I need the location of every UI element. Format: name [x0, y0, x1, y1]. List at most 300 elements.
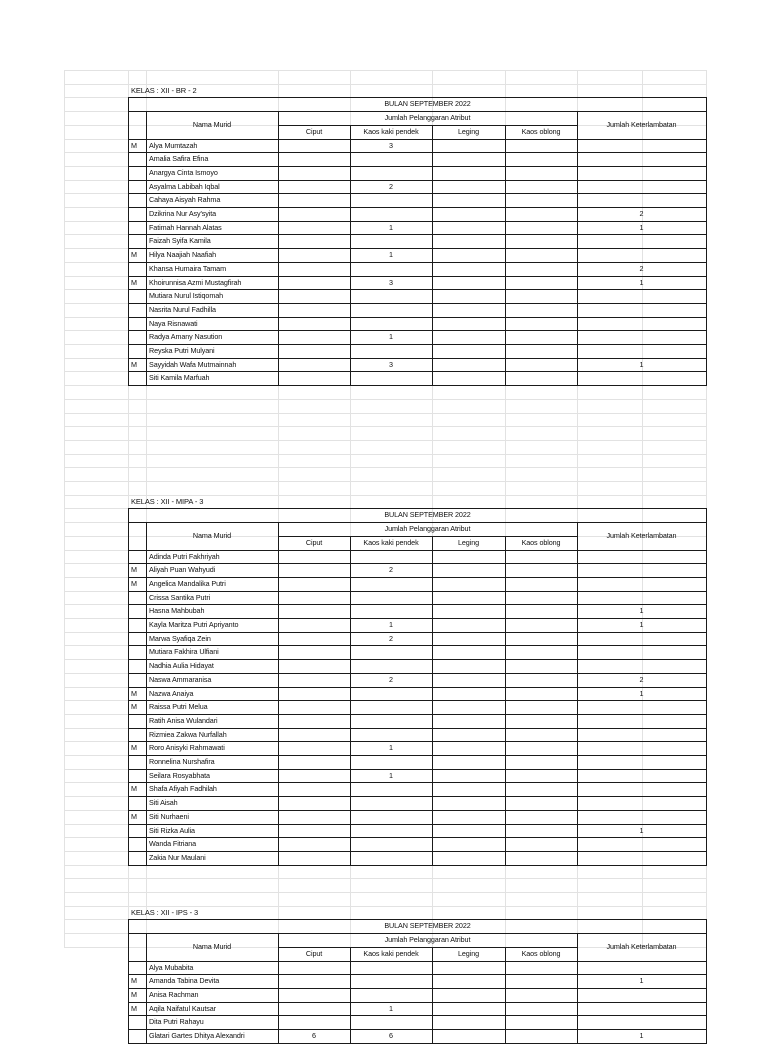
member-mark	[131, 824, 145, 838]
violation-count	[505, 618, 577, 632]
month-header: BULAN SEPTEMBER 2022	[384, 510, 471, 520]
violation-count	[505, 782, 577, 796]
late-count	[577, 234, 706, 248]
violation-count	[278, 262, 350, 276]
member-mark: M	[131, 1003, 137, 1013]
violation-type-header: Ciput	[305, 948, 323, 958]
late-count: 2	[639, 674, 644, 684]
student-name: Fatimah Hannah Alatas	[149, 222, 222, 232]
violation-count	[432, 358, 505, 372]
violation-count	[432, 632, 505, 646]
table-border-bottom	[128, 865, 707, 866]
violation-count	[505, 741, 577, 755]
late-count: 1	[639, 222, 644, 232]
late-count: 2	[639, 263, 644, 273]
member-mark: M	[131, 688, 137, 698]
violation-count	[350, 591, 432, 605]
grid-row-line	[64, 413, 706, 414]
student-name: Zakia Nur Maulani	[149, 852, 206, 862]
violation-count	[350, 700, 432, 714]
student-name: Hilya Naajiah Naafiah	[149, 250, 217, 260]
violation-count	[278, 659, 350, 673]
violation-count	[278, 769, 350, 783]
late-count	[577, 180, 706, 194]
student-name: Amanda Tabina Devita	[149, 976, 220, 986]
violation-count	[432, 618, 505, 632]
violation-count	[505, 289, 577, 303]
violation-count	[432, 741, 505, 755]
student-name: Nasrita Nurul Fadhilla	[149, 304, 216, 314]
violation-count	[432, 687, 505, 701]
student-name: Siti Kamila Marfuah	[149, 373, 210, 383]
violation-count	[432, 714, 505, 728]
member-mark: M	[131, 784, 137, 794]
violation-count	[278, 166, 350, 180]
violation-count	[505, 769, 577, 783]
member-mark	[131, 837, 145, 851]
violation-count	[278, 810, 350, 824]
student-name: Amalia Safira Efina	[149, 154, 209, 164]
violation-count	[350, 824, 432, 838]
col-line	[146, 522, 147, 865]
grid-row-line	[64, 467, 706, 468]
student-name: Aliyah Puan Wahyudi	[149, 565, 216, 575]
late-column-header: Jumlah Keterlambatan	[606, 119, 677, 129]
student-name: Marwa Syafiqa Zein	[149, 633, 211, 643]
month-header: BULAN SEPTEMBER 2022	[384, 99, 471, 109]
violation-count	[278, 317, 350, 331]
violation-count	[278, 645, 350, 659]
violation-count	[350, 1015, 432, 1029]
violation-count	[278, 728, 350, 742]
violation-count	[505, 796, 577, 810]
student-name: Wanda Fitriana	[149, 839, 197, 849]
violation-count: 6	[312, 1031, 316, 1040]
member-mark	[131, 591, 145, 605]
late-count	[577, 563, 706, 577]
violation-count	[432, 837, 505, 851]
late-count	[577, 371, 706, 385]
student-name: Kayla Maritza Putri Apriyanto	[149, 620, 239, 629]
violation-count	[278, 782, 350, 796]
violation-count	[505, 317, 577, 331]
violation-count	[432, 974, 505, 988]
violation-count	[350, 303, 432, 317]
violation-count	[505, 563, 577, 577]
member-mark	[131, 632, 145, 646]
violation-count	[350, 851, 432, 865]
student-name: Mutiara Fakhira Ulfiani	[149, 647, 219, 657]
violation-count	[505, 728, 577, 742]
violation-count	[350, 837, 432, 851]
member-mark: M	[131, 277, 137, 287]
name-column-header: Nama Murid	[192, 941, 232, 951]
violation-count: 1	[389, 620, 393, 629]
late-count: 1	[639, 620, 644, 629]
violation-count	[432, 577, 505, 591]
violation-count	[350, 714, 432, 728]
student-name: Faizah Syifa Kamila	[149, 236, 211, 246]
member-mark	[131, 180, 145, 194]
violation-count	[432, 262, 505, 276]
student-name: Dita Putri Rahayu	[149, 1017, 204, 1027]
violation-count: 2	[389, 181, 393, 191]
late-count	[577, 728, 706, 742]
late-count: 1	[639, 976, 644, 986]
violation-count	[505, 645, 577, 659]
violation-count	[432, 988, 505, 1002]
violation-type-header: Kaos kaki pendek	[363, 948, 419, 958]
table-border-right	[706, 919, 707, 1043]
late-count	[577, 193, 706, 207]
violation-count	[278, 276, 350, 290]
violation-count: 1	[389, 332, 393, 342]
violation-count	[505, 714, 577, 728]
late-count	[577, 1015, 706, 1029]
member-mark	[131, 303, 145, 317]
member-mark: M	[131, 250, 137, 260]
violation-count	[432, 728, 505, 742]
class-label: KELAS : XII - IPS - 3	[131, 907, 199, 917]
member-mark	[131, 344, 145, 358]
violation-count	[505, 1015, 577, 1029]
violation-count	[505, 673, 577, 687]
member-mark: M	[131, 359, 137, 369]
late-count	[577, 769, 706, 783]
member-mark: M	[131, 140, 137, 150]
violations-header: Jumlah Pelanggaran Atribut	[384, 935, 471, 945]
student-name: Seilara Rosyabhata	[149, 770, 210, 780]
violation-count	[505, 988, 577, 1002]
student-name: Glatari Gartes Dhitya Alexandri	[149, 1031, 245, 1040]
member-mark	[131, 317, 145, 331]
member-mark	[131, 1029, 145, 1043]
student-name: Rizmiea Zakwa Nurfallah	[149, 729, 227, 739]
late-count	[577, 755, 706, 769]
violation-count	[505, 700, 577, 714]
violation-type-header: Leging	[458, 126, 479, 136]
violation-count	[278, 1015, 350, 1029]
late-count	[577, 632, 706, 646]
student-name: Angelica Mandalika Putri	[149, 578, 226, 588]
member-mark	[131, 330, 145, 344]
student-name: Hasna Mahbubah	[149, 606, 205, 616]
grid-row-line	[64, 878, 706, 879]
violation-count	[505, 207, 577, 221]
violation-count	[505, 303, 577, 317]
violation-count	[350, 755, 432, 769]
violation-count	[278, 591, 350, 605]
student-name: Raissa Putri Melua	[149, 702, 208, 712]
violation-count	[278, 741, 350, 755]
late-count	[577, 700, 706, 714]
violation-count	[350, 577, 432, 591]
student-name: Radya Amany Nasution	[149, 332, 223, 342]
member-mark	[131, 796, 145, 810]
violation-count	[432, 317, 505, 331]
late-count	[577, 303, 706, 317]
member-mark: M	[131, 565, 137, 575]
violation-count	[432, 166, 505, 180]
violation-count	[278, 221, 350, 235]
student-name: Nadhia Aulia Hidayat	[149, 661, 214, 671]
violation-count	[350, 262, 432, 276]
student-name: Alya Mubabita	[149, 962, 194, 972]
grid-row-line	[64, 481, 706, 482]
violation-count	[505, 330, 577, 344]
month-header: BULAN SEPTEMBER 2022	[384, 921, 471, 931]
table-border-right	[706, 97, 707, 386]
student-name: Siti Rizka Aulia	[149, 825, 195, 835]
violation-count	[278, 687, 350, 701]
late-count	[577, 782, 706, 796]
student-name: Dzikrina Nur Asy'syita	[149, 209, 217, 218]
table-border-left	[128, 919, 129, 1042]
grid-row-line	[64, 440, 706, 441]
violation-count: 1	[389, 743, 393, 753]
violation-count	[278, 673, 350, 687]
violation-count	[432, 1015, 505, 1029]
violation-count	[278, 139, 350, 153]
violation-count	[278, 248, 350, 262]
table-border-left	[128, 97, 129, 385]
violation-count	[278, 714, 350, 728]
late-count	[577, 659, 706, 673]
member-mark	[131, 166, 145, 180]
violation-count	[278, 303, 350, 317]
violation-count	[278, 344, 350, 358]
late-count	[577, 330, 706, 344]
violation-count	[350, 782, 432, 796]
grid-row-line	[64, 454, 706, 455]
late-count	[577, 248, 706, 262]
violation-count: 3	[389, 277, 393, 287]
grid-row-line	[64, 399, 706, 400]
late-count: 1	[639, 1031, 644, 1040]
violation-count	[505, 344, 577, 358]
violation-count	[505, 604, 577, 618]
violation-count	[278, 563, 350, 577]
violation-count	[278, 234, 350, 248]
violation-count	[505, 591, 577, 605]
violation-count	[505, 755, 577, 769]
violation-count	[350, 974, 432, 988]
violation-count	[350, 796, 432, 810]
violation-count: 2	[389, 565, 393, 575]
student-name: Crissa Santika Putri	[149, 592, 211, 602]
violation-count	[350, 687, 432, 701]
violation-count	[432, 139, 505, 153]
student-name: Naya Risnawati	[149, 318, 198, 328]
violation-count	[278, 837, 350, 851]
violation-count	[350, 728, 432, 742]
violation-count	[432, 810, 505, 824]
violation-count	[350, 193, 432, 207]
violation-count	[432, 591, 505, 605]
member-mark	[131, 207, 145, 221]
violation-count	[505, 193, 577, 207]
violation-count	[432, 961, 505, 975]
violation-count	[278, 604, 350, 618]
violation-count	[350, 659, 432, 673]
violation-count	[505, 810, 577, 824]
violation-count: 1	[389, 222, 393, 232]
late-count: 1	[639, 277, 644, 287]
violation-count	[505, 632, 577, 646]
violation-count	[432, 1029, 505, 1043]
violation-count: 1	[389, 770, 393, 780]
late-count	[577, 317, 706, 331]
violation-count	[505, 961, 577, 975]
violation-count	[278, 755, 350, 769]
violation-count	[432, 824, 505, 838]
member-mark	[131, 221, 145, 235]
violation-count	[278, 152, 350, 166]
member-mark: M	[131, 578, 137, 588]
violation-count	[432, 796, 505, 810]
late-count	[577, 344, 706, 358]
late-count	[577, 166, 706, 180]
violation-count: 1	[389, 1003, 393, 1013]
name-column-header: Nama Murid	[192, 119, 232, 129]
violation-count	[432, 303, 505, 317]
member-mark	[131, 714, 145, 728]
violation-count	[505, 234, 577, 248]
violation-count	[432, 221, 505, 235]
member-mark	[131, 673, 145, 687]
late-count: 1	[639, 825, 644, 835]
violation-count	[432, 152, 505, 166]
violation-count	[278, 988, 350, 1002]
violation-count	[432, 248, 505, 262]
violation-count: 6	[389, 1031, 393, 1040]
student-name: Ronnelina Nurshafira	[149, 757, 215, 766]
student-name: Asyalma Labibah Iqbal	[149, 181, 220, 191]
late-count	[577, 851, 706, 865]
violation-count	[278, 974, 350, 988]
late-count	[577, 988, 706, 1002]
violation-count	[432, 645, 505, 659]
member-mark	[131, 604, 145, 618]
violation-count	[432, 276, 505, 290]
violation-count: 1	[389, 250, 393, 260]
violation-count	[278, 632, 350, 646]
violation-count	[278, 700, 350, 714]
late-count	[577, 741, 706, 755]
violation-count	[278, 824, 350, 838]
violation-count	[505, 152, 577, 166]
student-name: Aqila Naifatul Kautsar	[149, 1003, 216, 1013]
violation-count	[278, 371, 350, 385]
violation-count	[505, 276, 577, 290]
violation-type-header: Leging	[458, 537, 479, 547]
violation-count	[432, 563, 505, 577]
violation-count	[350, 371, 432, 385]
violation-count	[350, 152, 432, 166]
violation-type-header: Kaos oblong	[521, 537, 561, 547]
student-name: Ratih Anisa Wulandari	[149, 715, 218, 725]
late-count	[577, 714, 706, 728]
violation-count	[432, 769, 505, 783]
student-name: Siti Aisah	[149, 798, 178, 808]
violation-count	[432, 755, 505, 769]
violation-count	[432, 550, 505, 564]
violation-count	[432, 344, 505, 358]
member-mark	[131, 550, 145, 564]
violation-count	[350, 550, 432, 564]
member-mark	[131, 618, 145, 632]
violation-count	[505, 1029, 577, 1043]
violations-header: Jumlah Pelanggaran Atribut	[384, 113, 471, 123]
violation-type-header: Kaos kaki pendek	[363, 126, 419, 136]
violation-count	[505, 166, 577, 180]
grid-row-line	[64, 892, 706, 893]
violation-count	[432, 851, 505, 865]
violation-count	[350, 810, 432, 824]
late-count	[577, 837, 706, 851]
late-count	[577, 591, 706, 605]
violation-count	[278, 961, 350, 975]
member-mark: M	[131, 702, 137, 712]
violation-count	[350, 289, 432, 303]
student-name: Shafa Afiyah Fadhilah	[149, 784, 217, 794]
student-name: Roro Anisyki Rahmawati	[149, 743, 225, 753]
violation-count	[505, 371, 577, 385]
violation-count	[350, 344, 432, 358]
member-mark	[131, 289, 145, 303]
violation-count	[432, 180, 505, 194]
violation-count: 2	[389, 674, 393, 684]
violation-count	[350, 604, 432, 618]
violation-count	[350, 317, 432, 331]
violation-count	[505, 248, 577, 262]
student-name: Reyska Putri Mulyani	[149, 346, 215, 355]
violation-count	[505, 180, 577, 194]
violation-count	[505, 824, 577, 838]
violation-count	[432, 371, 505, 385]
violation-type-header: Kaos kaki pendek	[363, 537, 419, 547]
late-column-header: Jumlah Keterlambatan	[606, 941, 677, 951]
student-name: Sayyidah Wafa Mutmainnah	[149, 359, 237, 369]
member-mark	[131, 1015, 145, 1029]
violation-count	[278, 851, 350, 865]
violation-count	[278, 358, 350, 372]
violation-count	[505, 837, 577, 851]
violation-count	[278, 289, 350, 303]
class-label: KELAS : XII - BR - 2	[131, 85, 197, 95]
member-mark	[131, 234, 145, 248]
violation-type-header: Kaos oblong	[521, 126, 561, 136]
member-mark: M	[131, 743, 137, 753]
late-count: 1	[639, 688, 644, 698]
member-mark	[131, 659, 145, 673]
late-count	[577, 550, 706, 564]
late-count: 2	[639, 209, 644, 218]
violation-count	[278, 618, 350, 632]
violation-count	[432, 604, 505, 618]
student-name: Alya Mumtazah	[149, 140, 198, 150]
violation-count	[432, 289, 505, 303]
student-name: Mutiara Nurul Istiqomah	[149, 291, 223, 301]
member-mark	[131, 728, 145, 742]
student-name: Cahaya Aisyah Rahma	[149, 195, 221, 205]
violation-count	[432, 659, 505, 673]
member-mark	[131, 152, 145, 166]
late-count	[577, 961, 706, 975]
violation-count	[278, 1002, 350, 1016]
violation-count: 2	[389, 633, 393, 643]
student-name: Anisa Rachman	[149, 989, 199, 999]
